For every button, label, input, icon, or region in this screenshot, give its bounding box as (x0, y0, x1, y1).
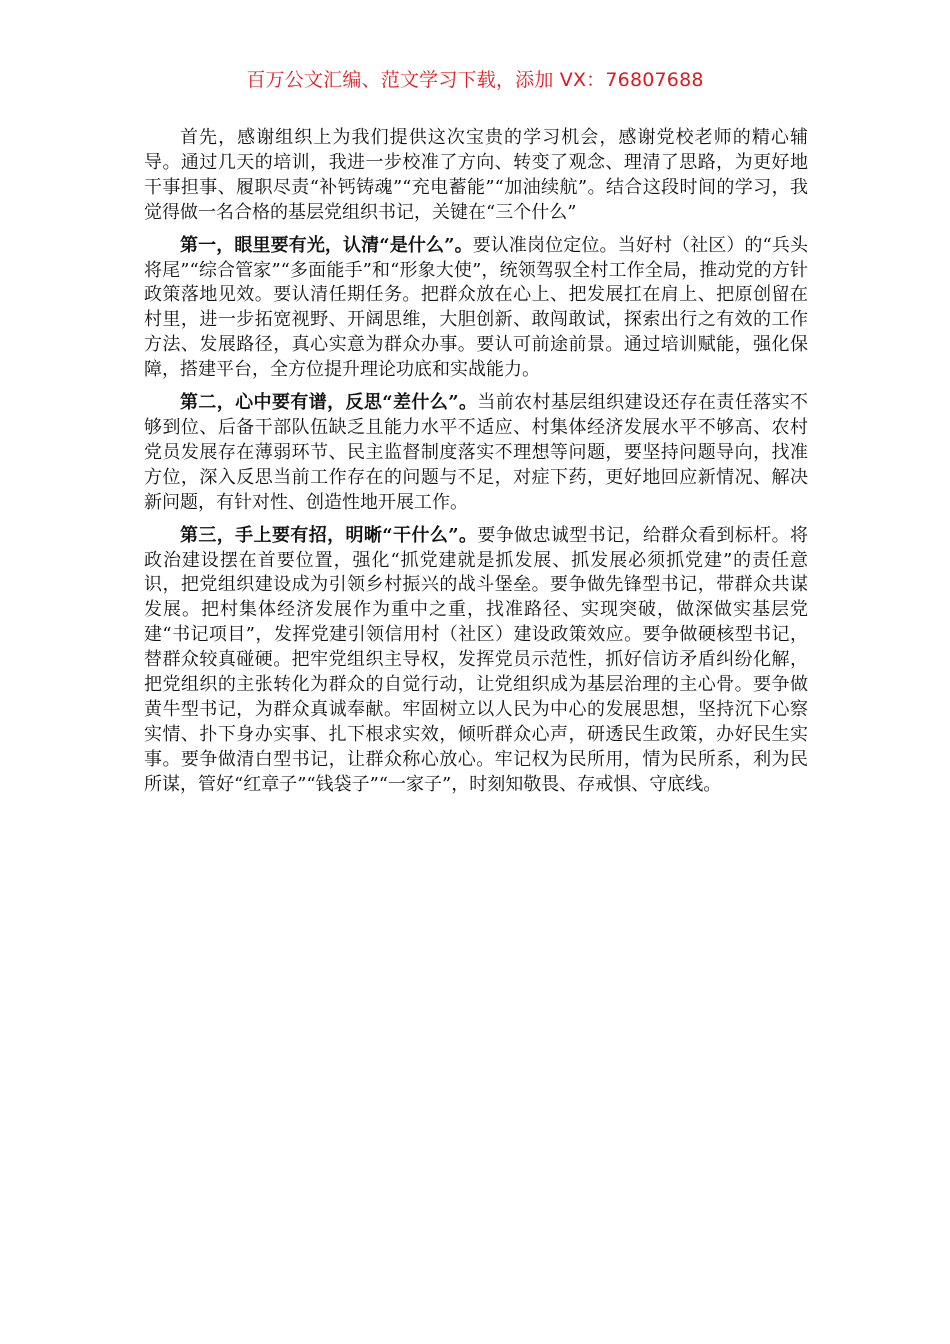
section-1-heading: 第一，眼里要有光，认清“是什么”。 (180, 234, 473, 256)
section-2-paragraph (144, 391, 808, 516)
intro-paragraph (144, 126, 808, 226)
intro-text: 首先，感谢组织上为我们提供这次宝贵的学习机会，感谢党校老师的精心辅导。通过几天的培训，我进一步校准了方向、转变了观念、理清了思路，为更好地干事担事、履职尽责“补钙铸魂”“充电蓄能”“加油续航”。结合这段时间的学习，我觉得做一名合格的基层党组织书记，关键在“三个什么” (144, 127, 808, 223)
section-1-text: 要认准岗位定位。当好村（社区）的“兵头将尾”“综合管家”“多面能手”和“形象大使”，统领驾驭全村工作全局，推动党的方针政策落地见效。要认清任期任务。把群众放在心上、把发展扛在肩上、把原创留在村里，进一步拓宽视野、开阔思维，大胆创新、敢闯敢试，探索出行之有效的工作方法、发展路径，真心实意为群众办事。要认可前途前景。通过培训赋能，强化保障，搭建平台，全方位提升理论功底和实战能力。 (144, 234, 808, 381)
section-2-text: 当前农村基层组织建设还存在责任落实不够到位、后备干部队伍缺乏且能力水平不适应、村集体经济发展水平不够高、农村党员发展存在薄弱环节、民主监督制度落实不理想等问题，要坚持问题导向，找准方位，深入反思当前工作存在的问题与不足，对症下药，更好地回应新情况、解决新问题，有针对性、创造性地开展工作。 (144, 392, 808, 513)
section-3-heading: 第三，手上要有招，明晰“干什么”。 (180, 524, 478, 546)
section-2-heading: 第二，心中要有谱，反思“差什么”。 (180, 392, 478, 414)
section-1-paragraph (144, 234, 808, 383)
section-3-text: 要争做忠诚型书记，给群众看到标杆。将政治建设摆在首要位置，强化“抓党建就是抓发展、抓发展必须抓党建”的责任意识，把党组织建设成为引领乡村振兴的战斗堡垒。要争做先锋型书记，带群众共谋发展。把村集体经济发展作为重中之重，找准路径、实现突破，做深做实基层党建“书记项目”，发挥党建引领信用村（社区）建设政策效应。要争做硬核型书记，替群众较真碰硬。把牢党组织主导权，发挥党员示范性，抓好信访矛盾纠纷化解，把党组织的主张转化为群众的自觉行动，让党组织成为基层治理的主心骨。要争做黄牛型书记，为群众真诚奉献。牢固树立以人民为中心的发展思想，坚持沉下心察实情、扑下身办实事、扎下根求实效，倾听群众心声，研透民生政策，办好民生实事。要争做清白型书记，让群众称心放心。牢记权为民所用，情为民所系，利为民所谋，管好“红章子”“钱袋子”“一家子”，时刻知敬畏、存戒惧、守底线。 (144, 524, 808, 795)
document-body (144, 126, 808, 806)
header-banner: 百万公文汇编、范文学习下载，添加 VX：76807688 (246, 69, 704, 91)
section-3-paragraph (144, 524, 808, 798)
